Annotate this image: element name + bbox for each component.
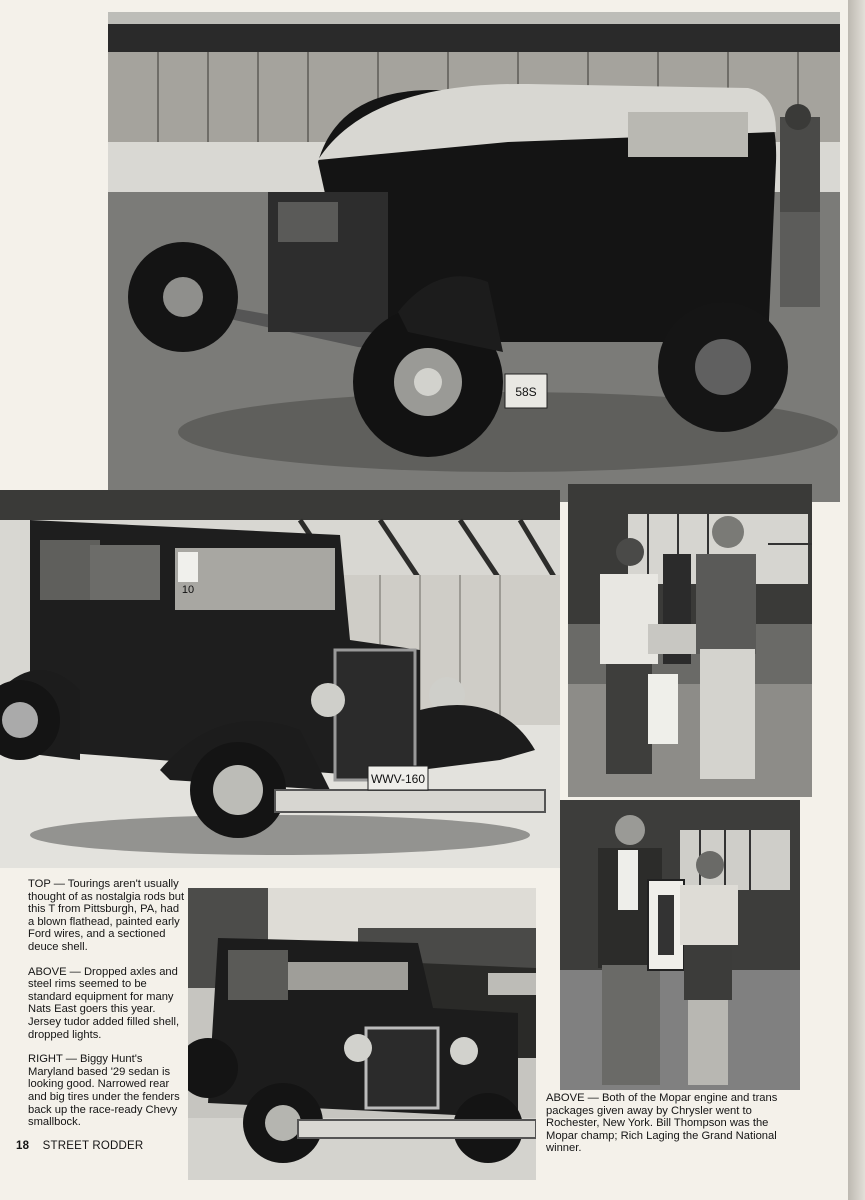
touring-car-photo	[108, 12, 840, 502]
magazine-name: STREET RODDER	[42, 1140, 144, 1152]
trophy-photo-top	[568, 484, 812, 797]
windshield-number: 10	[181, 584, 195, 596]
touring-plate: 58S	[515, 385, 537, 399]
caption-above: ABOVE — Dropped axles and steel rims seemed to be standard equipment for many Nats East goers this year. Jersey tudor added filled shell, dropped lights.	[28, 965, 180, 1041]
sedan-plate: WWV-160	[370, 772, 426, 786]
page-edge	[848, 0, 865, 1200]
caption-top: TOP — Tourings aren't usually thought of as nostalgia rods but this T from Pittsburgh, PA, had a blown flathead, painted early Ford wires, and a sectioned deuce shell.	[28, 878, 185, 953]
left-caption-block	[28, 878, 188, 1141]
caption-mopar: ABOVE — Both of the Mopar engine and trans packages given away by Chrysler went to Rochester, New York. Bill Thompson was the Mopar champ; Rich Laging the Grand National winner.	[546, 1092, 778, 1155]
sedan-photo	[0, 490, 560, 868]
page-folio	[16, 1140, 143, 1152]
page-number: 18	[16, 1140, 30, 1152]
trophy-photo-bottom	[560, 800, 800, 1090]
model-a-sedan-photo	[188, 888, 536, 1180]
right-caption-block	[546, 1092, 792, 1167]
caption-right: RIGHT — Biggy Hunt's Maryland based '29 sedan is looking good. Narrowed rear and big tires under the fenders back up the race-ready Chevy smallbock.	[28, 1053, 180, 1129]
